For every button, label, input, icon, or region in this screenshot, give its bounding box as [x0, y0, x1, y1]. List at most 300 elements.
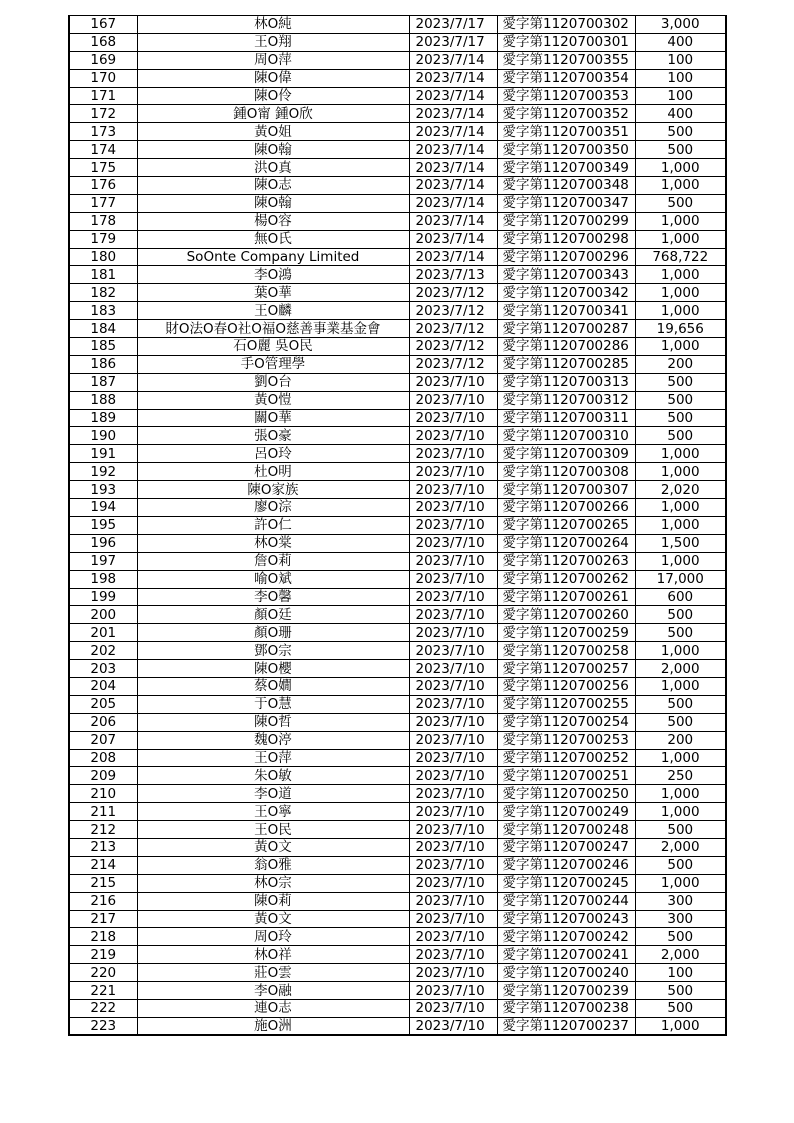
- receipt-number: 愛字第1120700247: [497, 838, 635, 856]
- row-number: 210: [69, 785, 137, 803]
- row-number: 212: [69, 821, 137, 839]
- table-row: [69, 409, 726, 427]
- donation-date: 2023/7/10: [409, 803, 497, 821]
- table-row: [69, 642, 726, 660]
- row-number: 201: [69, 624, 137, 642]
- table-row: [69, 51, 726, 69]
- receipt-number: 愛字第1120700351: [497, 123, 635, 141]
- receipt-number: 愛字第1120700251: [497, 767, 635, 785]
- donation-amount: 100: [635, 964, 726, 982]
- donation-amount: 500: [635, 427, 726, 445]
- donation-amount: 400: [635, 33, 726, 51]
- table-row: [69, 892, 726, 910]
- table-row: [69, 731, 726, 749]
- receipt-number: 愛字第1120700250: [497, 785, 635, 803]
- donation-date: 2023/7/10: [409, 660, 497, 678]
- receipt-number: 愛字第1120700244: [497, 892, 635, 910]
- donor-name: 李O融: [137, 982, 409, 1000]
- receipt-number: 愛字第1120700310: [497, 427, 635, 445]
- receipt-number: 愛字第1120700261: [497, 588, 635, 606]
- row-number: 175: [69, 159, 137, 177]
- row-number: 197: [69, 552, 137, 570]
- row-number: 173: [69, 123, 137, 141]
- row-number: 202: [69, 642, 137, 660]
- receipt-number: 愛字第1120700252: [497, 749, 635, 767]
- table-row: [69, 856, 726, 874]
- donor-name: 喻O斌: [137, 570, 409, 588]
- receipt-number: 愛字第1120700254: [497, 713, 635, 731]
- donation-amount: 1,000: [635, 785, 726, 803]
- donation-amount: 1,000: [635, 677, 726, 695]
- receipt-number: 愛字第1120700309: [497, 445, 635, 463]
- row-number: 184: [69, 320, 137, 338]
- donor-name: 蔡O嫺: [137, 677, 409, 695]
- donor-name: 林O宗: [137, 874, 409, 892]
- receipt-number: 愛字第1120700285: [497, 355, 635, 373]
- row-number: 174: [69, 141, 137, 159]
- donation-amount: 1,000: [635, 159, 726, 177]
- donation-date: 2023/7/10: [409, 946, 497, 964]
- row-number: 198: [69, 570, 137, 588]
- donation-date: 2023/7/10: [409, 713, 497, 731]
- donation-date: 2023/7/10: [409, 838, 497, 856]
- table-row: [69, 338, 726, 356]
- table-row: [69, 355, 726, 373]
- donation-amount: 500: [635, 606, 726, 624]
- donation-date: 2023/7/10: [409, 552, 497, 570]
- table-row: [69, 713, 726, 731]
- row-number: 187: [69, 373, 137, 391]
- table-row: [69, 660, 726, 678]
- donation-date: 2023/7/14: [409, 51, 497, 69]
- donation-date: 2023/7/10: [409, 588, 497, 606]
- row-number: 180: [69, 248, 137, 266]
- donation-date: 2023/7/14: [409, 159, 497, 177]
- donation-amount: 1,000: [635, 302, 726, 320]
- row-number: 213: [69, 838, 137, 856]
- row-number: 181: [69, 266, 137, 284]
- table-row: [69, 481, 726, 499]
- donor-name: 李O道: [137, 785, 409, 803]
- donor-name: 杜O明: [137, 463, 409, 481]
- donation-amount: 400: [635, 105, 726, 123]
- donation-amount: 250: [635, 767, 726, 785]
- donor-name: 林O純: [137, 16, 409, 34]
- row-number: 215: [69, 874, 137, 892]
- row-number: 168: [69, 33, 137, 51]
- donation-amount: 500: [635, 856, 726, 874]
- donor-name: 黃O文: [137, 910, 409, 928]
- row-number: 219: [69, 946, 137, 964]
- row-number: 214: [69, 856, 137, 874]
- donation-amount: 500: [635, 695, 726, 713]
- receipt-number: 愛字第1120700264: [497, 534, 635, 552]
- donation-amount: 1,000: [635, 749, 726, 767]
- donor-name: 陳O伶: [137, 87, 409, 105]
- row-number: 177: [69, 194, 137, 212]
- donation-amount: 500: [635, 373, 726, 391]
- donation-amount: 1,000: [635, 463, 726, 481]
- donation-date: 2023/7/10: [409, 856, 497, 874]
- receipt-number: 愛字第1120700265: [497, 516, 635, 534]
- receipt-number: 愛字第1120700248: [497, 821, 635, 839]
- donor-name: 劉O台: [137, 373, 409, 391]
- row-number: 217: [69, 910, 137, 928]
- table-row: [69, 159, 726, 177]
- donation-amount: 1,000: [635, 1017, 726, 1035]
- donation-date: 2023/7/12: [409, 302, 497, 320]
- donation-amount: 1,000: [635, 266, 726, 284]
- donation-date: 2023/7/14: [409, 177, 497, 195]
- donor-name: 許O仁: [137, 516, 409, 534]
- row-number: 220: [69, 964, 137, 982]
- donation-date: 2023/7/14: [409, 123, 497, 141]
- table-row: [69, 624, 726, 642]
- donation-date: 2023/7/10: [409, 427, 497, 445]
- row-number: 221: [69, 982, 137, 1000]
- donation-date: 2023/7/10: [409, 373, 497, 391]
- donor-name: 林O祥: [137, 946, 409, 964]
- donation-date: 2023/7/10: [409, 1017, 497, 1035]
- receipt-number: 愛字第1120700256: [497, 677, 635, 695]
- row-number: 204: [69, 677, 137, 695]
- donor-name: 陳O家族: [137, 481, 409, 499]
- donation-amount: 1,000: [635, 230, 726, 248]
- table-row: [69, 695, 726, 713]
- donation-amount: 500: [635, 194, 726, 212]
- table-row: [69, 391, 726, 409]
- receipt-number: 愛字第1120700350: [497, 141, 635, 159]
- donation-date: 2023/7/14: [409, 230, 497, 248]
- receipt-number: 愛字第1120700349: [497, 159, 635, 177]
- donation-date: 2023/7/14: [409, 87, 497, 105]
- donation-date: 2023/7/17: [409, 33, 497, 51]
- table-row: [69, 838, 726, 856]
- receipt-number: 愛字第1120700255: [497, 695, 635, 713]
- donation-amount: 1,000: [635, 445, 726, 463]
- table-row: [69, 677, 726, 695]
- donation-date: 2023/7/10: [409, 409, 497, 427]
- receipt-number: 愛字第1120700312: [497, 391, 635, 409]
- table-row: [69, 320, 726, 338]
- row-number: 188: [69, 391, 137, 409]
- row-number: 196: [69, 534, 137, 552]
- donation-date: 2023/7/10: [409, 606, 497, 624]
- receipt-number: 愛字第1120700238: [497, 999, 635, 1017]
- donor-name: 周O萍: [137, 51, 409, 69]
- receipt-number: 愛字第1120700302: [497, 16, 635, 34]
- donation-amount: 768,722: [635, 248, 726, 266]
- donation-amount: 600: [635, 588, 726, 606]
- table-row: [69, 33, 726, 51]
- donation-amount: 1,000: [635, 177, 726, 195]
- donation-amount: 1,000: [635, 338, 726, 356]
- receipt-number: 愛字第1120700241: [497, 946, 635, 964]
- donation-amount: 1,000: [635, 552, 726, 570]
- receipt-number: 愛字第1120700347: [497, 194, 635, 212]
- donation-amount: 100: [635, 51, 726, 69]
- table-row: [69, 123, 726, 141]
- donation-amount: 500: [635, 713, 726, 731]
- row-number: 195: [69, 516, 137, 534]
- row-number: 218: [69, 928, 137, 946]
- donation-date: 2023/7/10: [409, 642, 497, 660]
- donation-amount: 17,000: [635, 570, 726, 588]
- table-row: [69, 212, 726, 230]
- donor-name: 朱O敏: [137, 767, 409, 785]
- donation-date: 2023/7/10: [409, 874, 497, 892]
- donor-name: 無O氏: [137, 230, 409, 248]
- donor-name: 廖O淙: [137, 499, 409, 517]
- donor-name: 連O志: [137, 999, 409, 1017]
- donor-name: 施O洲: [137, 1017, 409, 1035]
- row-number: 194: [69, 499, 137, 517]
- donation-date: 2023/7/10: [409, 731, 497, 749]
- donor-name: 顏O廷: [137, 606, 409, 624]
- table-row: [69, 999, 726, 1017]
- donation-amount: 500: [635, 624, 726, 642]
- donation-amount: 1,000: [635, 499, 726, 517]
- table-row: [69, 803, 726, 821]
- table-row: [69, 177, 726, 195]
- donation-amount: 200: [635, 355, 726, 373]
- receipt-number: 愛字第1120700353: [497, 87, 635, 105]
- donation-date: 2023/7/10: [409, 892, 497, 910]
- donor-name: 李O馨: [137, 588, 409, 606]
- receipt-number: 愛字第1120700296: [497, 248, 635, 266]
- donor-name: 王O民: [137, 821, 409, 839]
- row-number: 216: [69, 892, 137, 910]
- row-number: 169: [69, 51, 137, 69]
- donation-date: 2023/7/10: [409, 928, 497, 946]
- donation-date: 2023/7/12: [409, 284, 497, 302]
- receipt-number: 愛字第1120700249: [497, 803, 635, 821]
- row-number: 206: [69, 713, 137, 731]
- row-number: 211: [69, 803, 137, 821]
- donor-name: 陳O志: [137, 177, 409, 195]
- donor-name: 黃O文: [137, 838, 409, 856]
- table-row: [69, 516, 726, 534]
- table-row: [69, 16, 726, 34]
- donation-date: 2023/7/10: [409, 516, 497, 534]
- donor-name: 魏O渟: [137, 731, 409, 749]
- donation-amount: 1,500: [635, 534, 726, 552]
- receipt-number: 愛字第1120700237: [497, 1017, 635, 1035]
- donation-amount: 1,000: [635, 212, 726, 230]
- donor-name: 陳O翰: [137, 194, 409, 212]
- table-row: [69, 87, 726, 105]
- donor-name: 鍾O甯 鍾O欣: [137, 105, 409, 123]
- table-row: [69, 445, 726, 463]
- donation-date: 2023/7/12: [409, 355, 497, 373]
- row-number: 190: [69, 427, 137, 445]
- table-row: [69, 302, 726, 320]
- donation-amount: 300: [635, 892, 726, 910]
- donation-date: 2023/7/12: [409, 338, 497, 356]
- receipt-number: 愛字第1120700299: [497, 212, 635, 230]
- table-row: [69, 928, 726, 946]
- donation-amount: 500: [635, 141, 726, 159]
- donor-name: 張O豪: [137, 427, 409, 445]
- donation-table: [68, 15, 727, 1036]
- table-row: [69, 588, 726, 606]
- table-row: [69, 230, 726, 248]
- donor-name: 詹O莉: [137, 552, 409, 570]
- donation-date: 2023/7/17: [409, 16, 497, 34]
- donation-date: 2023/7/14: [409, 69, 497, 87]
- donation-date: 2023/7/10: [409, 391, 497, 409]
- receipt-number: 愛字第1120700354: [497, 69, 635, 87]
- receipt-number: 愛字第1120700313: [497, 373, 635, 391]
- table-row: [69, 373, 726, 391]
- donation-amount: 1,000: [635, 874, 726, 892]
- row-number: 170: [69, 69, 137, 87]
- donation-date: 2023/7/14: [409, 141, 497, 159]
- donation-amount: 500: [635, 409, 726, 427]
- donation-amount: 19,656: [635, 320, 726, 338]
- donor-name: 陳O偉: [137, 69, 409, 87]
- donation-date: 2023/7/10: [409, 695, 497, 713]
- row-number: 207: [69, 731, 137, 749]
- donor-name: 陳O莉: [137, 892, 409, 910]
- donation-amount: 3,000: [635, 16, 726, 34]
- row-number: 223: [69, 1017, 137, 1035]
- row-number: 203: [69, 660, 137, 678]
- receipt-number: 愛字第1120700286: [497, 338, 635, 356]
- receipt-number: 愛字第1120700352: [497, 105, 635, 123]
- receipt-number: 愛字第1120700258: [497, 642, 635, 660]
- receipt-number: 愛字第1120700239: [497, 982, 635, 1000]
- row-number: 176: [69, 177, 137, 195]
- donation-amount: 100: [635, 69, 726, 87]
- table-row: [69, 552, 726, 570]
- donor-name: 王O麟: [137, 302, 409, 320]
- donation-date: 2023/7/14: [409, 105, 497, 123]
- donation-date: 2023/7/10: [409, 499, 497, 517]
- donation-amount: 1,000: [635, 642, 726, 660]
- donation-date: 2023/7/10: [409, 999, 497, 1017]
- row-number: 179: [69, 230, 137, 248]
- receipt-number: 愛字第1120700253: [497, 731, 635, 749]
- row-number: 182: [69, 284, 137, 302]
- donor-name: 陳O哲: [137, 713, 409, 731]
- receipt-number: 愛字第1120700246: [497, 856, 635, 874]
- row-number: 199: [69, 588, 137, 606]
- table-row: [69, 821, 726, 839]
- receipt-number: 愛字第1120700342: [497, 284, 635, 302]
- donation-date: 2023/7/12: [409, 320, 497, 338]
- receipt-number: 愛字第1120700242: [497, 928, 635, 946]
- donor-name: 石O麗 吳O民: [137, 338, 409, 356]
- table-row: [69, 266, 726, 284]
- donation-date: 2023/7/14: [409, 194, 497, 212]
- donation-date: 2023/7/14: [409, 212, 497, 230]
- donation-date: 2023/7/10: [409, 964, 497, 982]
- table-row: [69, 910, 726, 928]
- receipt-number: 愛字第1120700245: [497, 874, 635, 892]
- donor-name: 楊O容: [137, 212, 409, 230]
- receipt-number: 愛字第1120700287: [497, 320, 635, 338]
- row-number: 178: [69, 212, 137, 230]
- table-row: [69, 105, 726, 123]
- donation-date: 2023/7/10: [409, 767, 497, 785]
- donation-amount: 500: [635, 928, 726, 946]
- donor-name: 周O玲: [137, 928, 409, 946]
- donor-name: 李O鴻: [137, 266, 409, 284]
- donation-date: 2023/7/10: [409, 982, 497, 1000]
- donation-amount: 300: [635, 910, 726, 928]
- receipt-number: 愛字第1120700301: [497, 33, 635, 51]
- donor-name: 黃O姐: [137, 123, 409, 141]
- row-number: 167: [69, 16, 137, 34]
- receipt-number: 愛字第1120700260: [497, 606, 635, 624]
- donor-name: 關O華: [137, 409, 409, 427]
- receipt-number: 愛字第1120700355: [497, 51, 635, 69]
- row-number: 192: [69, 463, 137, 481]
- table-row: [69, 141, 726, 159]
- donation-amount: 500: [635, 391, 726, 409]
- donor-name: 呂O玲: [137, 445, 409, 463]
- receipt-number: 愛字第1120700341: [497, 302, 635, 320]
- table-row: [69, 785, 726, 803]
- donation-amount: 500: [635, 982, 726, 1000]
- row-number: 208: [69, 749, 137, 767]
- donation-date: 2023/7/10: [409, 624, 497, 642]
- table-row: [69, 570, 726, 588]
- donation-date: 2023/7/10: [409, 821, 497, 839]
- receipt-number: 愛字第1120700259: [497, 624, 635, 642]
- receipt-number: 愛字第1120700240: [497, 964, 635, 982]
- donor-name: 洪O真: [137, 159, 409, 177]
- table-row: [69, 499, 726, 517]
- donor-name: 顏O珊: [137, 624, 409, 642]
- donor-name: 翁O雅: [137, 856, 409, 874]
- donation-amount: 1,000: [635, 516, 726, 534]
- table-row: [69, 982, 726, 1000]
- table-row: [69, 874, 726, 892]
- receipt-number: 愛字第1120700257: [497, 660, 635, 678]
- row-number: 185: [69, 338, 137, 356]
- receipt-number: 愛字第1120700308: [497, 463, 635, 481]
- donation-date: 2023/7/10: [409, 677, 497, 695]
- table-row: [69, 194, 726, 212]
- row-number: 189: [69, 409, 137, 427]
- donation-amount: 500: [635, 999, 726, 1017]
- donor-name: 葉O華: [137, 284, 409, 302]
- table-row: [69, 964, 726, 982]
- receipt-number: 愛字第1120700343: [497, 266, 635, 284]
- receipt-number: 愛字第1120700243: [497, 910, 635, 928]
- receipt-number: 愛字第1120700311: [497, 409, 635, 427]
- donor-name: 鄧O宗: [137, 642, 409, 660]
- donation-amount: 2,000: [635, 660, 726, 678]
- donation-amount: 500: [635, 821, 726, 839]
- row-number: 183: [69, 302, 137, 320]
- table-row: [69, 427, 726, 445]
- donor-name: 黃O愷: [137, 391, 409, 409]
- donation-date: 2023/7/10: [409, 481, 497, 499]
- table-row: [69, 284, 726, 302]
- table-row: [69, 1017, 726, 1035]
- donation-amount: 200: [635, 731, 726, 749]
- receipt-number: 愛字第1120700298: [497, 230, 635, 248]
- row-number: 171: [69, 87, 137, 105]
- donor-name: 陳O櫻: [137, 660, 409, 678]
- row-number: 222: [69, 999, 137, 1017]
- table-row: [69, 946, 726, 964]
- donor-name: 王O翔: [137, 33, 409, 51]
- donation-date: 2023/7/10: [409, 785, 497, 803]
